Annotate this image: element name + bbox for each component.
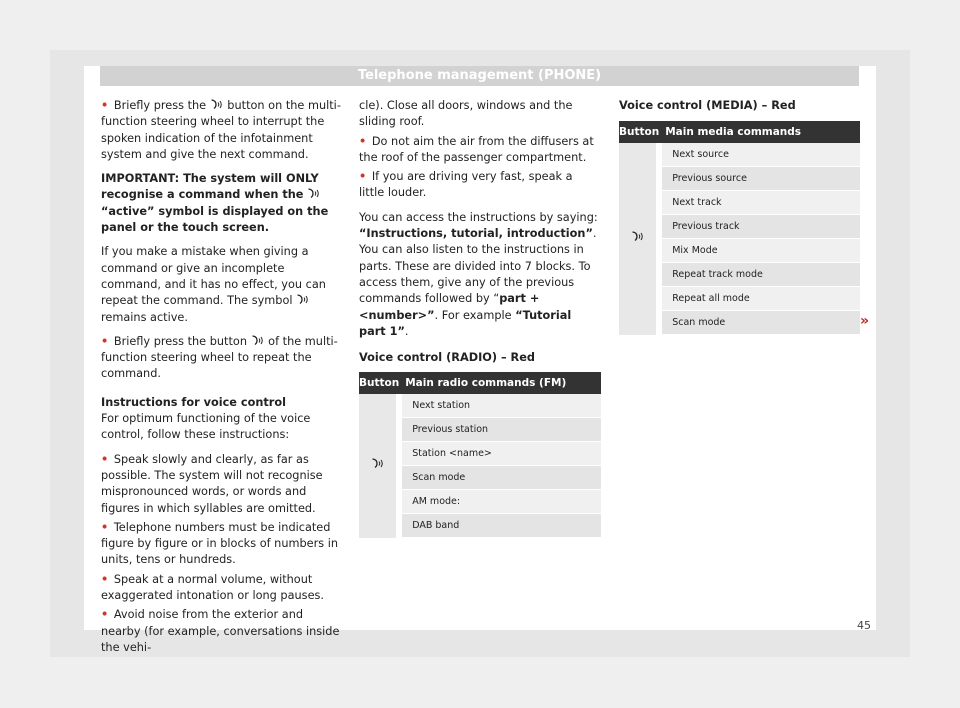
table-row: AM mode: <box>399 490 601 514</box>
paragraph-interrupt: • Briefly press the button on the multi-function steering wheel to interrupt the spoken indication of the infotainment system and give the next command. <box>101 99 341 161</box>
table-row: Scan mode <box>659 311 860 335</box>
page-header: Telephone management (PHONE) <box>100 66 859 86</box>
paragraph-instructions: For optimum functioning of the voice control, follow these instructions: <box>101 412 311 442</box>
bullet-icon: • <box>101 520 109 534</box>
column-right <box>619 98 860 335</box>
bullet-icon: • <box>101 99 109 112</box>
voice-button-cell <box>619 143 659 335</box>
bullet-item: • Speak at a normal volume, without exaggerated intonation or long pauses. <box>101 572 324 603</box>
bullet-icon: • <box>359 170 367 184</box>
table-header-button: Button <box>359 372 399 394</box>
voice-button-cell <box>359 394 399 538</box>
table-row: Previous source <box>659 167 860 191</box>
bullet-item: • Telephone numbers must be indicated figure by figure or in blocks of numbers in units, tens or hundreds. <box>101 520 339 567</box>
bullet-item: • Do not aim the air from the diffusers at the roof of the passenger compartment. <box>359 134 594 164</box>
voice-control-icon <box>371 458 385 469</box>
bullet-item: • Avoid noise from the exterior and nearby (for example, conversations inside the vehi- <box>101 608 340 654</box>
bullet-icon: • <box>101 608 109 622</box>
paragraph-continued: cle). Close all doors, windows and the sliding roof. <box>359 99 573 129</box>
table-row: Station <name> <box>399 442 601 466</box>
column-left <box>101 98 342 656</box>
table-row: Repeat all mode <box>659 287 860 311</box>
paragraph-tutorial: You can access the instructions by saying: “Instructions, tutorial, introduction”. You can also listen to the instructions in parts. These are divided into 7 blocks. To access them, give any of the previous commands followed by “part + <number>”. For example “Tutorial part 1”. <box>359 210 598 338</box>
section-heading: Instructions for voice control <box>101 395 286 409</box>
continue-marker: » <box>860 313 870 329</box>
voice-control-icon <box>251 335 265 346</box>
bullet-icon: • <box>101 334 109 348</box>
media-table-heading: Voice control (MEDIA) – Red <box>619 99 796 112</box>
paragraph-repeat: • Briefly press the button of the multi-function steering wheel to repeat the command. <box>101 334 338 381</box>
column-middle <box>359 98 601 538</box>
table-row: Scan mode <box>399 466 601 490</box>
table-row: Next source <box>659 143 860 167</box>
bullet-icon: • <box>359 134 367 148</box>
bullet-item: • Speak slowly and clearly, as far as possible. The system will not recognise mispronounced words, or words and figures in which syllables are omitted. <box>101 452 323 515</box>
table-row: DAB band <box>399 514 601 538</box>
table-header-commands: Main radio commands (FM) <box>399 372 601 394</box>
table-row: Previous track <box>659 215 860 239</box>
table-header-button: Button <box>619 121 659 143</box>
table-row: Previous station <box>399 418 601 442</box>
important-note: IMPORTANT: The system will ONLY recognise a command when the “active” symbol is displayed on the panel or the touch screen. <box>101 172 329 235</box>
bullet-icon: • <box>101 452 109 466</box>
bullet-item: • If you are driving very fast, speak a little louder. <box>359 170 573 200</box>
voice-control-icon <box>631 231 645 242</box>
voice-control-icon <box>210 99 224 110</box>
paragraph-mistake: If you make a mistake when giving a command or give an incomplete command, and it has no effect, you can repeat the command. The symbol remains active. <box>101 245 326 324</box>
page-number: 45 <box>857 619 871 632</box>
table-row: Mix Mode <box>659 239 860 263</box>
radio-commands-table <box>359 372 601 538</box>
bullet-icon: • <box>101 572 109 586</box>
voice-control-icon <box>296 294 310 305</box>
table-row: Next track <box>659 191 860 215</box>
radio-table-heading: Voice control (RADIO) – Red <box>359 351 536 365</box>
media-commands-table <box>619 121 860 335</box>
table-header-commands: Main media commands <box>659 121 860 143</box>
voice-control-icon <box>307 188 321 199</box>
table-row: Next station <box>399 394 601 418</box>
table-row: Repeat track mode <box>659 263 860 287</box>
